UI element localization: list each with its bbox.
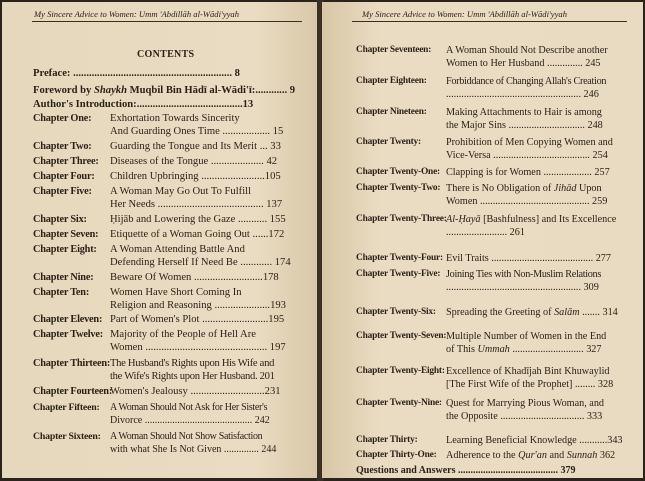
chapter-title-italic: Salām — [554, 307, 580, 318]
chapter-title: Exhortation Towards Sincerity — [110, 113, 240, 124]
chapter-label: Chapter Twenty-Eight: — [356, 366, 445, 376]
chapter-title-italic: Al-Ḥayā — [446, 214, 481, 225]
running-head-left — [34, 9, 239, 19]
toc-entry-foreword — [33, 84, 295, 98]
chapter-label: Chapter Twelve: — [33, 329, 103, 340]
chapter-title: Ḥijāb and Lowering the Gaze ........... 155 — [110, 214, 286, 225]
entry-text: Author's Introduction:........................................13 — [33, 99, 254, 110]
left-page — [2, 2, 318, 478]
chapter-title: of This — [446, 344, 478, 355]
chapter-title: Religion and Reasoning .....................193 — [110, 300, 286, 311]
chapter-title: Forbiddance of Changing Allah's Creation — [446, 76, 607, 87]
chapter-title: Children Upbringing ........................105 — [110, 171, 281, 182]
chapter-label: Chapter Seventeen: — [356, 45, 432, 55]
header-rule — [32, 21, 302, 22]
chapter-label: Chapter Sixteen: — [33, 431, 101, 442]
entry-text: Preface: ............................................................ 8 — [33, 68, 240, 79]
chapter-label: Chapter Twenty-Nine: — [356, 398, 442, 408]
chapter-label: Chapter Twenty: — [356, 137, 421, 147]
chapter-title: A Woman Should Not Describe another — [446, 45, 608, 56]
chapter-title: [The First Wife of the Prophet] ........ 328 — [446, 379, 614, 390]
chapter-title: the Major Sins .............................. 248 — [446, 120, 603, 131]
toc-title: CONTENTS — [137, 49, 195, 60]
running-head-italic: My Sincere Advice to Women: — [362, 9, 465, 19]
chapter-label: Chapter One: — [33, 113, 92, 124]
chapter-label: Chapter Six: — [33, 214, 87, 225]
chapter-title: Guarding the Tongue and Its Merit ... 33 — [110, 141, 281, 152]
chapter-title: Majority of the People of Hell Are — [110, 329, 256, 340]
chapter-title: Joining Ties with Non-Muslim Relations — [446, 269, 602, 280]
chapter-title: ....... 314 — [579, 307, 618, 318]
chapter-title: 362 — [597, 450, 616, 461]
chapter-title: the Wife's Rights upon Her Husband. 201 — [110, 371, 275, 382]
chapter-title: Women's Jealousy ............................231 — [110, 386, 281, 397]
toc-entry-preface — [33, 67, 240, 81]
entry-text: Questions and Answers ........................................ 379 — [356, 465, 576, 476]
chapter-title: ............................ 327 — [509, 344, 602, 355]
chapter-label: Chapter Twenty-Three: — [356, 214, 447, 224]
chapter-label: Chapter Ten: — [33, 287, 90, 298]
chapter-label: Chapter Thirty-One: — [356, 450, 437, 460]
chapter-title: Prohibition of Men Copying Women and — [446, 137, 613, 148]
chapter-title: Women to Her Husband .............. 245 — [446, 58, 601, 69]
chapter-title-italic: Qur'an — [518, 450, 547, 461]
chapter-title: Learning Beneficial Knowledge ...........343 — [446, 435, 623, 446]
chapter-label: Chapter Twenty-Five: — [356, 269, 441, 279]
chapter-title: Excellence of Khadījah Bint Khuwaylid — [446, 366, 610, 377]
chapter-title: Her Needs ........................................ 137 — [110, 199, 283, 210]
chapter-title-italic: Sunnah — [566, 450, 598, 461]
chapter-title: Vice-Versa ...................................... 254 — [446, 150, 608, 161]
chapter-title: ........................ 261 — [446, 227, 525, 238]
chapter-title: Clapping is for Women ................... 257 — [446, 167, 610, 178]
chapter-label: Chapter Twenty-Four: — [356, 253, 443, 263]
chapter-label: Chapter Five: — [33, 186, 92, 197]
chapter-title: Multiple Number of Women in the End — [446, 331, 607, 342]
chapter-label: Chapter Twenty-Six: — [356, 307, 436, 317]
chapter-title: Diseases of the Tongue .................... 42 — [110, 156, 278, 167]
chapter-label: Chapter Three: — [33, 156, 99, 167]
toc-entry-introduction — [33, 98, 253, 112]
chapter-label: Chapter Fourteen: — [33, 386, 113, 397]
chapter-title: the Opposite ................................. 333 — [446, 411, 603, 422]
chapter-title: There is No Obligation of — [446, 183, 554, 194]
chapter-label: Chapter Eighteen: — [356, 76, 427, 86]
chapter-title: Making Attachments to Hair is among — [446, 107, 602, 118]
chapter-label: Chapter Nineteen: — [356, 107, 427, 117]
chapter-label: Chapter Fifteen: — [33, 402, 100, 413]
chapter-label: Chapter Twenty-One: — [356, 167, 440, 177]
chapter-title: ..................................................... 309 — [446, 282, 599, 293]
chapter-label: Chapter Two: — [33, 141, 92, 152]
chapter-label: Chapter Thirteen: — [33, 358, 111, 369]
chapter-title-italic: Ummah — [477, 344, 510, 355]
entry-text: Muqbil Bin Hādī al-Wādi'ī:............ 9 — [127, 85, 296, 96]
chapter-title: with what She Is Not Given .............. 244 — [110, 444, 277, 455]
right-page — [322, 2, 643, 478]
entry-text-italic: Shaykh — [94, 85, 127, 96]
running-head-right — [362, 9, 567, 19]
chapter-title: A Woman Should Not Ask for Her Sister's — [110, 402, 268, 413]
chapter-label: Chapter Seven: — [33, 229, 99, 240]
chapter-title: Women .............................................. 197 — [110, 342, 286, 353]
chapter-label: Chapter Thirty: — [356, 435, 418, 445]
chapter-title: Etiquette of a Woman Going Out ......172 — [110, 229, 285, 240]
chapter-title: ..................................................... 246 — [446, 89, 599, 100]
chapter-label: Chapter Twenty-Seven: — [356, 331, 447, 341]
chapter-title: And Guarding Ones Time .................. 15 — [110, 126, 284, 137]
chapter-label: Chapter Eleven: — [33, 314, 103, 325]
toc-entry-questions — [356, 464, 575, 478]
chapter-title: and — [546, 450, 567, 461]
chapter-label: Chapter Four: — [33, 171, 95, 182]
chapter-title: Quest for Marrying Pious Woman, and — [446, 398, 605, 409]
chapter-title: The Husband's Rights upon His Wife and — [110, 358, 275, 369]
chapter-title: Women ........................................... 259 — [446, 196, 608, 207]
chapter-label: Chapter Twenty-Two: — [356, 183, 441, 193]
chapter-title: Upon — [576, 183, 602, 194]
chapter-title: Women Have Short Coming In — [110, 287, 242, 298]
chapter-title: Evil Traits ........................................ 277 — [446, 253, 611, 264]
running-head-italic: My Sincere Advice to Women: — [34, 9, 137, 19]
chapter-title: A Woman Attending Battle And — [110, 244, 245, 255]
running-head-rest: Umm 'Abdillāh al-Wādi'yyah — [464, 9, 568, 19]
chapter-title: Part of Women's Plot .........................195 — [110, 314, 285, 325]
chapter-title: Defending Herself If Need Be ............ 174 — [110, 257, 291, 268]
chapter-title-italic: Jihād — [553, 183, 577, 194]
running-head-rest: Umm 'Abdillāh al-Wādi'yyah — [136, 9, 240, 19]
chapter-title: Adherence to the — [446, 450, 519, 461]
entry-text: Foreword by — [33, 85, 95, 96]
chapter-title: [Bashfulness] and Its Excellence — [480, 214, 617, 225]
chapter-title: Divorce ........................................... 242 — [110, 415, 270, 426]
header-rule — [352, 21, 627, 22]
chapter-title: Spreading the Greeting of — [446, 307, 555, 318]
chapter-label: Chapter Nine: — [33, 272, 94, 283]
chapter-title: A Woman May Go Out To Fulfill — [110, 186, 252, 197]
chapter-title: Beware Of Women ..........................178 — [110, 272, 279, 283]
chapter-label: Chapter Eight: — [33, 244, 97, 255]
chapter-title: A Woman Should Not Show Satisfaction — [110, 431, 263, 442]
